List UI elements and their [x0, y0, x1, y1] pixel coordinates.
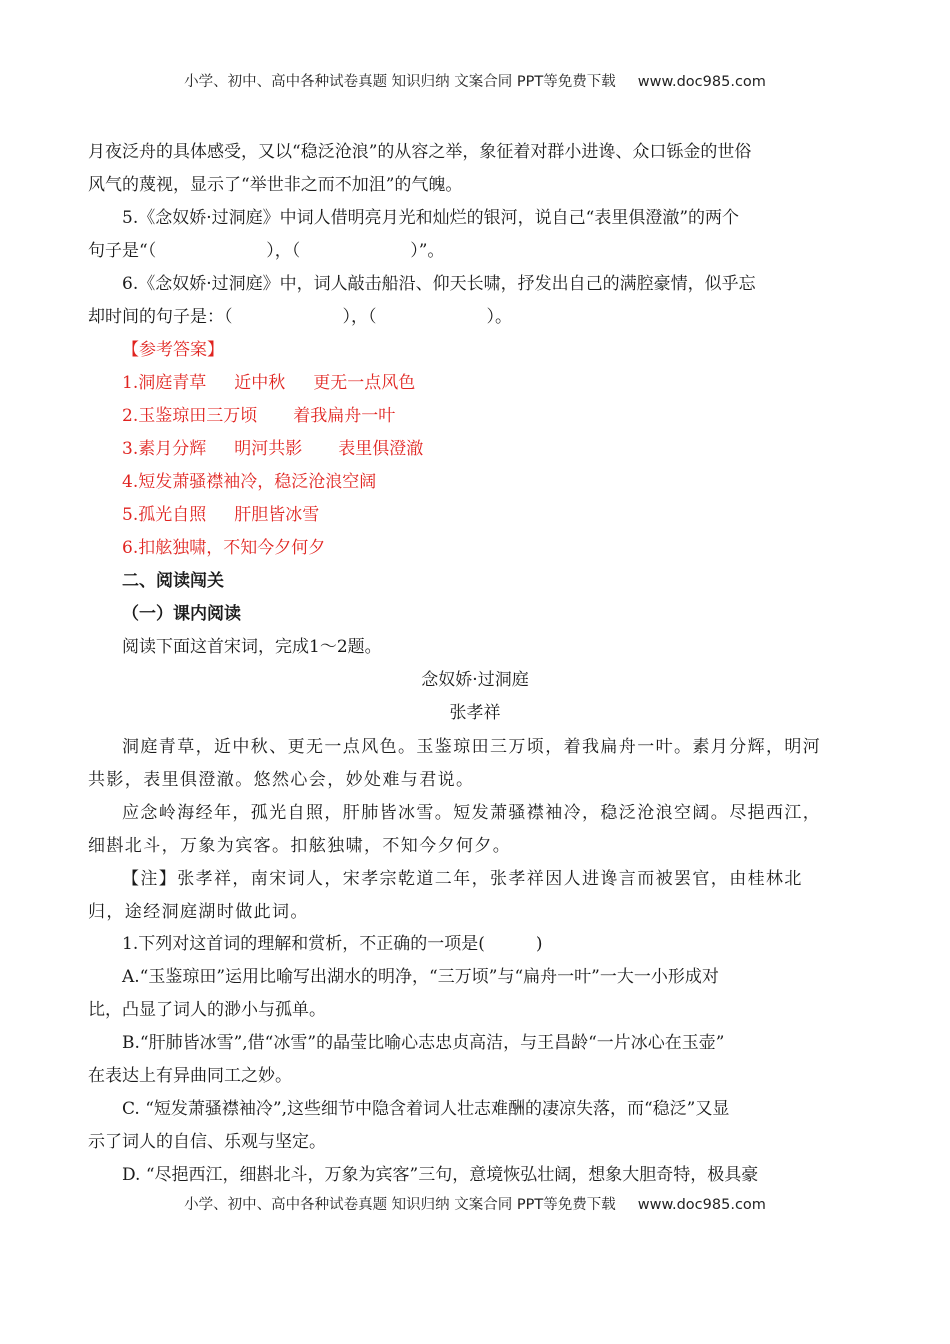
banner-url[interactable]: www.doc985.com [637, 1197, 766, 1213]
answers-heading: 【参考答案】 [122, 340, 224, 360]
banner-url[interactable]: www.doc985.com [637, 74, 766, 90]
option-b: B.“肝肺皆冰雪”,借“冰雪”的晶莹比喻心志忠贞高洁，与王昌龄“一片冰心在玉壶” [122, 1033, 725, 1053]
answer-1: 1.洞庭青草 近中秋 更无一点风色 [122, 373, 416, 393]
answer-3: 3.素月分辉 明河共影 表里俱澄澈 [122, 439, 424, 459]
header-banner [0, 70, 950, 91]
option-d: D. “尽挹西江，细斟北斗，万象为宾客”三句，意境恢弘壮阔，想象大胆奇特，极具豪 [122, 1165, 759, 1185]
answer-2: 2.玉鉴琼田三万顷 着我扁舟一叶 [122, 406, 396, 426]
poem-stanza: 细斟北斗，万象为宾客。扣舷独啸，不知今夕何夕。 [88, 836, 512, 855]
question-5: 5.《念奴娇·过洞庭》中词人借明亮月光和灿烂的银河，说自己“表里俱澄澈”的两个 [122, 208, 740, 228]
banner-text: 小学、初中、高中各种试卷真题 知识归纳 文案合同 PPT等免费下载 [184, 1197, 616, 1213]
reading-instruction: 阅读下面这首宋词，完成1～2题。 [122, 637, 382, 657]
poem-title: 念奴娇·过洞庭 [421, 670, 529, 690]
question-6: 6.《念奴娇·过洞庭》中，词人敲击船沿、仰天长啸，抒发出自己的满腔豪情，似乎忘 [122, 274, 756, 294]
section-title: 二、阅读闯关 [122, 571, 224, 591]
question-1-stem: 1.下列对这首词的理解和赏析，不正确的一项是( ) [122, 934, 543, 954]
option-c: 示了词人的自信、乐观与坚定。 [88, 1132, 326, 1152]
option-b: 在表达上有异曲同工之妙。 [88, 1066, 292, 1086]
answer-5: 5.孤光自照 肝胆皆冰雪 [122, 505, 320, 525]
question-6-blanks: 却时间的句子是：（ ），（ ）。 [88, 307, 512, 327]
intro-line: 月夜泛舟的具体感受，又以“稳泛沧浪”的从容之举，象征着对群小进谗、众口铄金的世俗 [88, 142, 752, 162]
option-a: 比，凸显了词人的渺小与孤单。 [88, 1000, 326, 1020]
answer-6: 6.扣舷独啸，不知今夕何夕 [122, 538, 326, 558]
poem-note: 归，途经洞庭湖时做此词。 [88, 902, 309, 921]
poem-note: 【注】张孝祥，南宋词人，宋孝宗乾道二年，张孝祥因人进谗言而被罢官，由桂林北 [122, 869, 803, 888]
section-subtitle: （一）课内阅读 [122, 604, 241, 624]
question-5-blanks: 句子是“（ ），（ ）”。 [88, 241, 445, 261]
option-c: C. “短发萧骚襟袖冷”,这些细节中隐含着词人壮志难酬的凄凉失落，而“稳泛”又显 [122, 1099, 730, 1119]
footer-banner [0, 1193, 950, 1214]
intro-line: 风气的蔑视，显示了“举世非之而不加沮”的气魄。 [88, 175, 463, 195]
poem-stanza: 共影，表里俱澄澈。悠然心会，妙处难与君说。 [88, 770, 475, 789]
poem-stanza: 洞庭青草，近中秋、更无一点风色。玉鉴琼田三万顷，着我扁舟一叶。素月分辉，明河 [122, 737, 822, 756]
option-a: A.“玉鉴琼田”运用比喻写出湖水的明净，“三万顷”与“扁舟一叶”一大一小形成对 [122, 967, 719, 987]
document-body [88, 136, 862, 1192]
answer-4: 4.短发萧骚襟袖冷，稳泛沧浪空阔 [122, 472, 377, 492]
banner-text: 小学、初中、高中各种试卷真题 知识归纳 文案合同 PPT等免费下载 [184, 74, 616, 90]
poem-author: 张孝祥 [449, 703, 501, 723]
poem-stanza: 应念岭海经年，孤光自照，肝肺皆冰雪。短发萧骚襟袖冷，稳泛沧浪空阔。尽挹西江， [122, 803, 822, 822]
